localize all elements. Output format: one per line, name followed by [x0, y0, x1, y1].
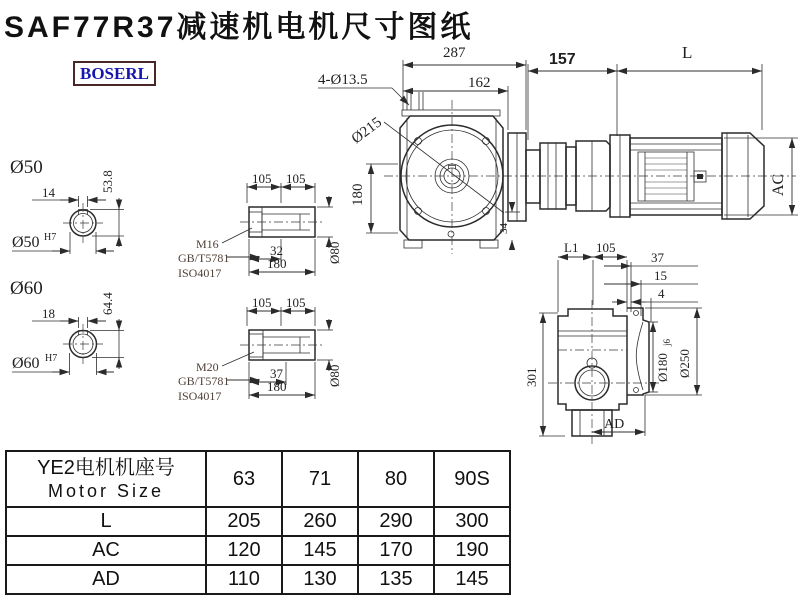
dim-label: Ø180	[655, 353, 670, 382]
dim-label: 105	[286, 171, 306, 186]
dim-label: 301	[524, 367, 539, 387]
motor-size-table	[5, 450, 511, 595]
standard-label: ISO4017	[178, 389, 222, 403]
table-row	[6, 536, 510, 565]
table-cell: 300	[434, 507, 510, 536]
table-row	[6, 451, 510, 507]
standard-label: GB/T5781	[178, 374, 230, 388]
dim-label: L	[682, 43, 693, 62]
flange-dia-label: Ø215	[348, 114, 386, 148]
standard-label: ISO4017	[178, 266, 222, 280]
dim-label: 180	[350, 183, 366, 206]
table-cell: 145	[282, 536, 358, 565]
table-cell: 170	[358, 536, 434, 565]
dim-label: 15	[654, 268, 667, 283]
dim-label: L1	[564, 240, 579, 255]
dim-label: Ø250	[677, 349, 692, 378]
dim-label: Ø60	[10, 278, 43, 299]
row-label: AC	[6, 536, 206, 565]
motor-size-col: 71	[282, 451, 358, 507]
table-row	[6, 507, 510, 536]
standard-label: GB/T5781	[178, 251, 230, 265]
table-row	[6, 565, 510, 594]
table-cell: 205	[206, 507, 282, 536]
dim-label: 105	[252, 295, 272, 310]
motor-size-col: 90S	[434, 451, 510, 507]
dim-label: Ø60	[12, 355, 40, 372]
dim-label: 287	[443, 45, 466, 61]
row-label: L	[6, 507, 206, 536]
thread-label: M16	[196, 237, 219, 251]
table-cell: 110	[206, 565, 282, 594]
side-view	[524, 240, 702, 444]
dim-label: 4	[658, 286, 665, 301]
table-cell: 135	[358, 565, 434, 594]
shaft-50-section	[10, 157, 124, 254]
thread-label: M20	[196, 360, 219, 374]
motor-size-col: 63	[206, 451, 282, 507]
table-cell: 290	[358, 507, 434, 536]
holes-label: 4-Ø13.5	[318, 72, 368, 88]
dim-label: Ø80	[327, 364, 342, 387]
dim-label: AD	[604, 417, 625, 432]
dim-label: 37	[651, 250, 664, 265]
dim-label: 105	[252, 171, 272, 186]
front-assembly-view	[318, 43, 798, 254]
dim-label: 180	[267, 256, 287, 271]
shaft-60-section	[10, 278, 124, 375]
dim-label: 32	[270, 243, 283, 258]
table-cell: 260	[282, 507, 358, 536]
dim-label: 105	[596, 240, 616, 255]
table-header-cn: YE2电机机座号	[37, 457, 175, 479]
dim-label: 105	[286, 295, 306, 310]
dim-label: 14	[42, 185, 55, 200]
dim-label: AC	[770, 173, 787, 196]
dim-label: 34	[498, 223, 510, 234]
dim-label: 18	[42, 306, 55, 321]
dim-label: 180	[267, 379, 287, 394]
dim-label: 157	[549, 51, 576, 68]
dim-tolerance: H7	[45, 353, 58, 364]
table-cell: 130	[282, 565, 358, 594]
table-cell: 120	[206, 536, 282, 565]
dim-label: Ø50	[12, 234, 40, 251]
dim-label: 64.4	[100, 292, 115, 315]
page-title: SAF77R37减速机电机尺寸图纸	[4, 11, 474, 44]
dim-label: 162	[468, 75, 491, 91]
dim-label: Ø80	[327, 241, 342, 264]
brand-logo: BOSERL	[73, 61, 156, 86]
row-label: AD	[6, 565, 206, 594]
dim-tolerance: H7	[44, 232, 57, 243]
table-header-cell	[6, 451, 206, 507]
table-cell: 190	[434, 536, 510, 565]
dim-label: Ø50	[10, 157, 43, 178]
shaft-detail-m16	[178, 171, 342, 280]
table-header-en: Motor Size	[47, 481, 165, 501]
motor-size-col: 80	[358, 451, 434, 507]
dim-label: 53.8	[100, 170, 115, 193]
table-cell: 145	[434, 565, 510, 594]
shaft-detail-m20	[178, 295, 342, 403]
dim-tolerance: j6	[662, 338, 672, 346]
dim-label: 37	[270, 366, 283, 381]
